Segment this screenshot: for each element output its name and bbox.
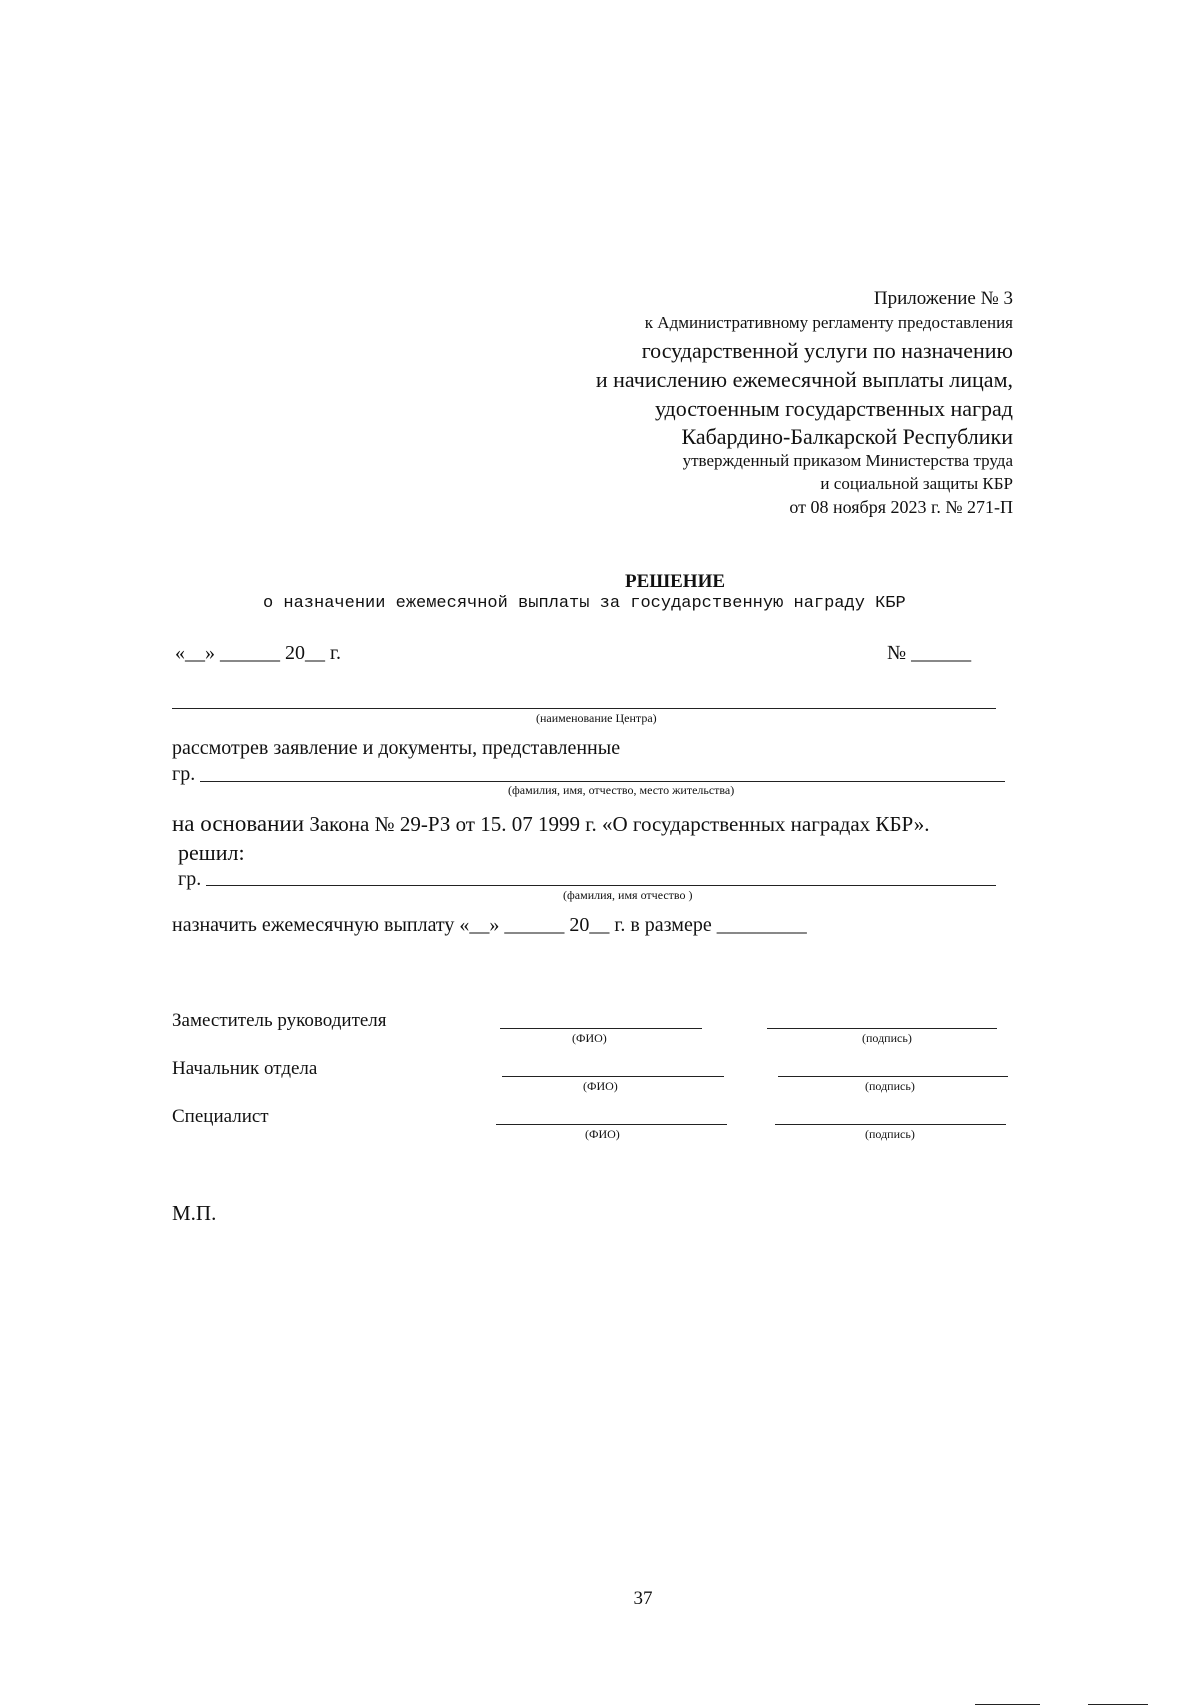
scan-edge-mark	[975, 1704, 1040, 1705]
fio-line	[500, 1028, 702, 1029]
reviewed-text: рассмотрев заявление и документы, представленные	[172, 737, 621, 759]
signature-line	[775, 1124, 1006, 1125]
fio-caption: (ФИО)	[572, 1031, 607, 1045]
assign-payment-text: назначить ежемесячную выплату «__» ______ 20__ г. в размере _________	[172, 914, 807, 936]
signature-line	[778, 1076, 1008, 1077]
decided-label: решил:	[178, 840, 245, 865]
header-line: удостоенным государственных наград	[654, 396, 1013, 421]
center-name-line	[172, 708, 996, 709]
fio-line	[496, 1124, 727, 1125]
header-line: к Административному регламенту предоставления	[644, 313, 1013, 332]
decision-date-field: «__» ______ 20__ г.	[175, 642, 341, 664]
signature-caption: (подпись)	[865, 1127, 915, 1141]
basis-law: Закона № 29-РЗ от 15. 07 1999 г. «О государственных наградах КБР».	[309, 812, 930, 836]
scan-edge-mark	[1088, 1704, 1148, 1705]
order-date-number: от 08 ноября 2023 г. № 271-П	[789, 497, 1013, 517]
signature-role: Специалист	[172, 1106, 269, 1127]
fio-caption: (ФИО)	[585, 1127, 620, 1141]
basis-lead: на основании	[172, 811, 305, 836]
stamp-place: М.П.	[172, 1201, 217, 1225]
document-title: РЕШЕНИЕ	[624, 571, 726, 592]
recipient-caption: (фамилия, имя отчество )	[563, 888, 693, 902]
center-name-caption: (наименование Центра)	[536, 711, 657, 725]
signature-role: Начальник отдела	[172, 1058, 318, 1079]
fio-line	[502, 1076, 724, 1077]
gr-label: гр.	[178, 868, 202, 890]
signature-caption: (подпись)	[865, 1079, 915, 1093]
signature-role: Заместитель руководителя	[172, 1010, 387, 1031]
header-line: Кабардино-Балкарской Республики	[681, 424, 1013, 449]
header-line: и социальной защиты КБР	[820, 474, 1013, 493]
signature-caption: (подпись)	[862, 1031, 912, 1045]
header-line: и начислению ежемесячной выплаты лицам,	[595, 367, 1013, 392]
applicant-caption: (фамилия, имя, отчество, место жительства)	[508, 783, 735, 797]
appendix-number: Приложение № 3	[873, 288, 1013, 309]
basis-text	[172, 811, 929, 837]
fio-caption: (ФИО)	[583, 1079, 618, 1093]
header-line: государственной услуги по назначению	[641, 338, 1013, 363]
gr-label: гр.	[172, 763, 196, 785]
document-subtitle: о назначении ежемесячной выплаты за государственную награду КБР	[263, 594, 906, 613]
decision-number-field: № ______	[887, 642, 972, 664]
page-number: 37	[633, 1588, 653, 1609]
applicant-line	[200, 781, 1005, 782]
recipient-line	[206, 885, 996, 886]
header-line: утвержденный приказом Министерства труда	[682, 451, 1013, 470]
signature-line	[767, 1028, 997, 1029]
